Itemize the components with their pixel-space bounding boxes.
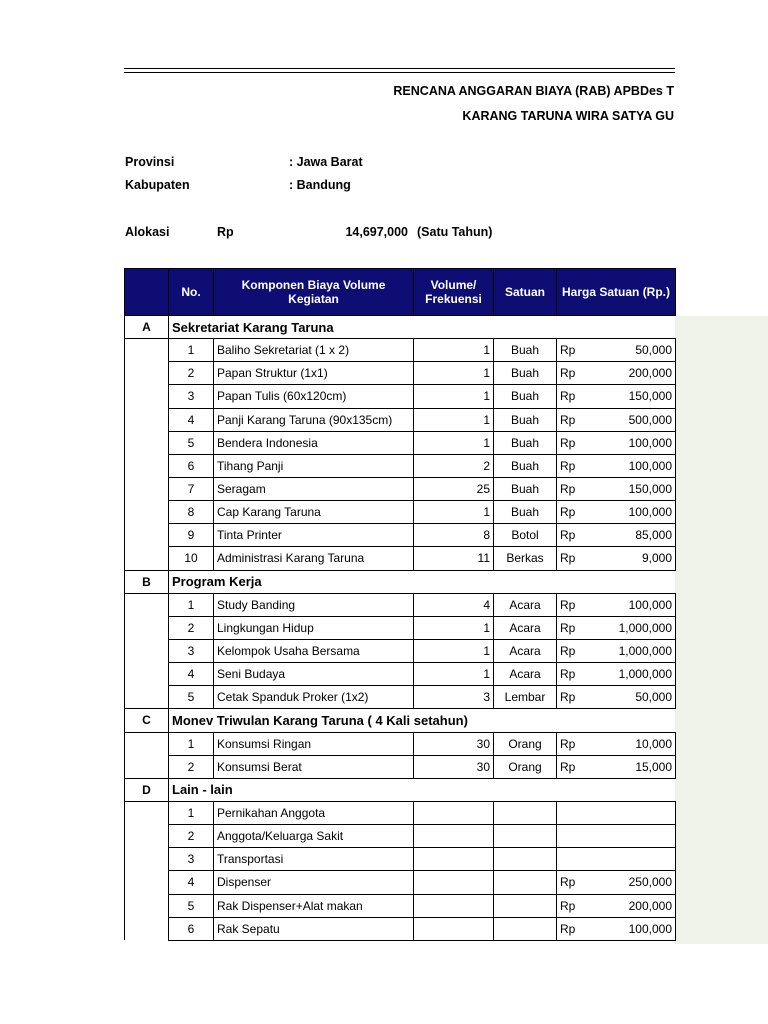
section-title: Monev Triwulan Karang Taruna ( 4 Kali setahun)	[169, 709, 676, 732]
row-number: 5	[169, 894, 214, 917]
row-currency: Rp	[557, 917, 587, 940]
row-harga: 1,000,000	[587, 616, 676, 639]
row-harga: 85,000	[587, 524, 676, 547]
row-currency: Rp	[557, 385, 587, 408]
top-double-rule-upper	[124, 68, 675, 69]
row-number: 4	[169, 663, 214, 686]
section-spacer-cell	[125, 894, 169, 917]
alokasi-amount: 14,697,000	[345, 225, 408, 239]
table-row	[125, 917, 676, 940]
row-satuan: Buah	[494, 362, 557, 385]
table-row	[125, 801, 676, 824]
section-spacer-cell	[125, 825, 169, 848]
kabupaten-label: Kabupaten	[125, 178, 190, 192]
section-row	[125, 778, 676, 801]
row-number: 2	[169, 362, 214, 385]
row-number: 6	[169, 454, 214, 477]
provinsi-label: Provinsi	[125, 155, 175, 169]
row-satuan: Buah	[494, 431, 557, 454]
row-volume: 30	[414, 732, 494, 755]
section-spacer-cell	[125, 339, 169, 362]
row-harga: 100,000	[587, 454, 676, 477]
alokasi-period: (Satu Tahun)	[417, 225, 493, 239]
row-currency: Rp	[557, 547, 587, 570]
section-spacer-cell	[125, 408, 169, 431]
row-harga: 10,000	[587, 732, 676, 755]
row-item: Administrasi Karang Taruna	[214, 547, 414, 570]
table-header-row	[125, 269, 676, 316]
header-no: No.	[169, 269, 214, 316]
row-number: 5	[169, 686, 214, 709]
section-spacer-cell	[125, 477, 169, 500]
row-harga	[587, 801, 676, 824]
table-row	[125, 593, 676, 616]
row-satuan	[494, 825, 557, 848]
row-volume: 1	[414, 501, 494, 524]
row-currency: Rp	[557, 501, 587, 524]
row-currency: Rp	[557, 477, 587, 500]
row-number: 3	[169, 848, 214, 871]
row-satuan: Acara	[494, 663, 557, 686]
row-volume	[414, 894, 494, 917]
kabupaten-value: : Bandung	[289, 178, 351, 192]
row-item: Papan Tulis (60x120cm)	[214, 385, 414, 408]
row-currency	[557, 848, 587, 871]
row-number: 2	[169, 616, 214, 639]
row-harga: 200,000	[587, 894, 676, 917]
row-number: 7	[169, 477, 214, 500]
section-spacer-cell	[125, 547, 169, 570]
table-row	[125, 732, 676, 755]
row-satuan: Buah	[494, 339, 557, 362]
section-spacer-cell	[125, 732, 169, 755]
table-row	[125, 408, 676, 431]
row-currency: Rp	[557, 686, 587, 709]
row-item: Cetak Spanduk Proker (1x2)	[214, 686, 414, 709]
row-harga: 100,000	[587, 501, 676, 524]
row-satuan	[494, 871, 557, 894]
row-item: Pernikahan Anggota	[214, 801, 414, 824]
table-row	[125, 454, 676, 477]
table-row	[125, 848, 676, 871]
row-volume	[414, 825, 494, 848]
row-number: 3	[169, 639, 214, 662]
row-currency: Rp	[557, 431, 587, 454]
row-satuan: Buah	[494, 385, 557, 408]
row-satuan: Orang	[494, 755, 557, 778]
row-volume: 1	[414, 639, 494, 662]
row-number: 1	[169, 732, 214, 755]
row-item: Seragam	[214, 477, 414, 500]
table-row	[125, 431, 676, 454]
row-number: 6	[169, 917, 214, 940]
row-item: Panji Karang Taruna (90x135cm)	[214, 408, 414, 431]
section-spacer-cell	[125, 639, 169, 662]
table-row	[125, 894, 676, 917]
row-volume	[414, 848, 494, 871]
alokasi-label: Alokasi	[125, 225, 170, 239]
row-satuan: Berkas	[494, 547, 557, 570]
top-double-rule-lower	[124, 72, 675, 73]
row-currency: Rp	[557, 755, 587, 778]
row-volume: 1	[414, 663, 494, 686]
row-harga: 200,000	[587, 362, 676, 385]
document-title: RENCANA ANGGARAN BIAYA (RAB) APBDes T	[393, 84, 674, 98]
header-satuan: Satuan	[494, 269, 557, 316]
row-number: 1	[169, 593, 214, 616]
row-volume: 1	[414, 616, 494, 639]
row-item: Bendera Indonesia	[214, 431, 414, 454]
row-number: 2	[169, 755, 214, 778]
row-item: Rak Dispenser+Alat makan	[214, 894, 414, 917]
row-harga	[587, 825, 676, 848]
row-harga: 100,000	[587, 593, 676, 616]
row-satuan: Orang	[494, 732, 557, 755]
table-row	[125, 686, 676, 709]
table-row	[125, 871, 676, 894]
row-harga: 15,000	[587, 755, 676, 778]
header-volume: Volume/ Frekuensi	[414, 269, 494, 316]
row-harga: 100,000	[587, 917, 676, 940]
row-currency: Rp	[557, 639, 587, 662]
table-row	[125, 663, 676, 686]
row-item: Kelompok Usaha Bersama	[214, 639, 414, 662]
table-row	[125, 825, 676, 848]
table-row	[125, 501, 676, 524]
document-subtitle: KARANG TARUNA WIRA SATYA GU	[462, 109, 674, 123]
row-satuan: Buah	[494, 501, 557, 524]
row-number: 8	[169, 501, 214, 524]
row-satuan: Lembar	[494, 686, 557, 709]
row-number: 1	[169, 801, 214, 824]
section-spacer-cell	[125, 593, 169, 616]
row-satuan	[494, 801, 557, 824]
row-harga: 50,000	[587, 686, 676, 709]
row-item: Seni Budaya	[214, 663, 414, 686]
row-volume: 8	[414, 524, 494, 547]
side-tint-panel	[675, 316, 768, 944]
table-row	[125, 755, 676, 778]
section-row	[125, 316, 676, 339]
row-number: 4	[169, 408, 214, 431]
row-item: Konsumsi Ringan	[214, 732, 414, 755]
row-volume: 1	[414, 408, 494, 431]
section-spacer-cell	[125, 663, 169, 686]
section-spacer-cell	[125, 385, 169, 408]
row-harga: 1,000,000	[587, 663, 676, 686]
row-item: Cap Karang Taruna	[214, 501, 414, 524]
table-row	[125, 362, 676, 385]
section-spacer-cell	[125, 501, 169, 524]
header-code	[125, 269, 169, 316]
row-volume: 1	[414, 385, 494, 408]
row-harga: 250,000	[587, 871, 676, 894]
row-harga: 500,000	[587, 408, 676, 431]
row-currency: Rp	[557, 524, 587, 547]
row-harga: 150,000	[587, 477, 676, 500]
section-title: Program Kerja	[169, 570, 676, 593]
row-satuan: Acara	[494, 593, 557, 616]
row-item: Transportasi	[214, 848, 414, 871]
row-satuan: Buah	[494, 477, 557, 500]
row-volume: 25	[414, 477, 494, 500]
row-satuan: Acara	[494, 639, 557, 662]
row-number: 4	[169, 871, 214, 894]
section-code: C	[125, 709, 169, 732]
row-currency	[557, 825, 587, 848]
section-spacer-cell	[125, 362, 169, 385]
row-satuan	[494, 894, 557, 917]
table-row	[125, 477, 676, 500]
header-harga: Harga Satuan (Rp.)	[557, 269, 676, 316]
row-volume: 4	[414, 593, 494, 616]
row-satuan: Botol	[494, 524, 557, 547]
row-item: Konsumsi Berat	[214, 755, 414, 778]
row-harga: 1,000,000	[587, 639, 676, 662]
table-body	[125, 316, 676, 941]
section-spacer-cell	[125, 524, 169, 547]
table-row	[125, 639, 676, 662]
row-satuan	[494, 848, 557, 871]
table-row	[125, 616, 676, 639]
section-title: Lain - lain	[169, 778, 676, 801]
row-volume	[414, 801, 494, 824]
section-code: D	[125, 778, 169, 801]
row-satuan: Buah	[494, 454, 557, 477]
row-item: Anggota/Keluarga Sakit	[214, 825, 414, 848]
section-spacer-cell	[125, 848, 169, 871]
section-spacer-cell	[125, 686, 169, 709]
row-currency: Rp	[557, 871, 587, 894]
row-currency: Rp	[557, 454, 587, 477]
row-volume: 1	[414, 431, 494, 454]
row-item: Study Banding	[214, 593, 414, 616]
table-row	[125, 339, 676, 362]
row-harga	[587, 848, 676, 871]
section-spacer-cell	[125, 755, 169, 778]
table-row	[125, 524, 676, 547]
row-volume: 2	[414, 454, 494, 477]
row-currency: Rp	[557, 362, 587, 385]
section-code: A	[125, 316, 169, 339]
section-spacer-cell	[125, 454, 169, 477]
provinsi-value: : Jawa Barat	[289, 155, 363, 169]
section-spacer-cell	[125, 871, 169, 894]
row-number: 9	[169, 524, 214, 547]
table-row	[125, 547, 676, 570]
row-satuan: Acara	[494, 616, 557, 639]
row-satuan	[494, 917, 557, 940]
row-currency	[557, 801, 587, 824]
row-volume: 1	[414, 339, 494, 362]
row-item: Papan Struktur (1x1)	[214, 362, 414, 385]
rab-table	[124, 268, 676, 941]
row-harga: 9,000	[587, 547, 676, 570]
section-title: Sekretariat Karang Taruna	[169, 316, 676, 339]
row-currency: Rp	[557, 894, 587, 917]
row-item: Tihang Panji	[214, 454, 414, 477]
row-currency: Rp	[557, 408, 587, 431]
row-volume: 30	[414, 755, 494, 778]
row-volume: 1	[414, 362, 494, 385]
row-item: Baliho Sekretariat (1 x 2)	[214, 339, 414, 362]
row-item: Rak Sepatu	[214, 917, 414, 940]
row-number: 1	[169, 339, 214, 362]
row-number: 10	[169, 547, 214, 570]
section-row	[125, 570, 676, 593]
row-volume: 11	[414, 547, 494, 570]
alokasi-currency: Rp	[217, 225, 234, 239]
header-komponen: Komponen Biaya Volume Kegiatan	[214, 269, 414, 316]
row-volume	[414, 871, 494, 894]
row-currency: Rp	[557, 593, 587, 616]
row-currency: Rp	[557, 732, 587, 755]
section-spacer-cell	[125, 616, 169, 639]
row-currency: Rp	[557, 339, 587, 362]
row-currency: Rp	[557, 616, 587, 639]
table-row	[125, 385, 676, 408]
section-spacer-cell	[125, 801, 169, 824]
row-volume: 3	[414, 686, 494, 709]
row-volume	[414, 917, 494, 940]
row-harga: 100,000	[587, 431, 676, 454]
section-code: B	[125, 570, 169, 593]
row-item: Lingkungan Hidup	[214, 616, 414, 639]
section-spacer-cell	[125, 431, 169, 454]
row-number: 2	[169, 825, 214, 848]
row-satuan: Buah	[494, 408, 557, 431]
row-item: Dispenser	[214, 871, 414, 894]
row-currency: Rp	[557, 663, 587, 686]
row-harga: 50,000	[587, 339, 676, 362]
section-spacer-cell	[125, 917, 169, 940]
section-row	[125, 709, 676, 732]
row-harga: 150,000	[587, 385, 676, 408]
row-number: 3	[169, 385, 214, 408]
row-number: 5	[169, 431, 214, 454]
row-item: Tinta Printer	[214, 524, 414, 547]
